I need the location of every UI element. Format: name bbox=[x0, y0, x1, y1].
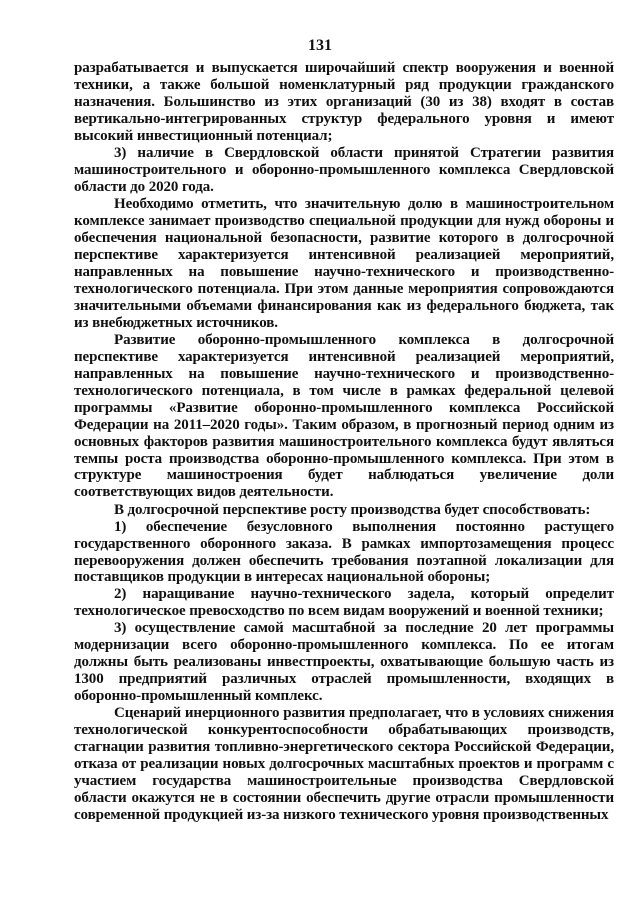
paragraph-growth-factor-1: 1) обеспечение безусловного выполнения постоянно растущего государственного оборонного заказа. В рамках импортозамещения процесс перевооружения должен обеспечить требования поэтапной локализации для поставщиков продукции в интересах национальной обороны; bbox=[74, 518, 614, 586]
paragraph-defense-development: Развитие оборонно-промышленного комплекса в долгосрочной перспективе характеризуется интенсивной реализацией мероприятий, направленных на повышение научно-технического и производственно-технологического потенциала, в том числе в рамках федеральной целевой программы «Развитие оборонно-промышленного комплекса Российской Федерации на 2011–2020 годы». Таким образом, в прогнозный период одним из основных факторов развития машиностроительного комплекса будут являться темпы роста производства оборонно-промышленного комплекса. При этом в структуре машиностроения будет наблюдаться увеличение доли соответствующих видов деятельности. bbox=[74, 331, 614, 501]
paragraph-inertial-scenario: Сценарий инерционного развития предполагает, что в условиях снижения технологической конкурентоспособности обрабатывающих производств, стагнации развития топливно-энергетического сектора Российской Федерации, отказа от реализации новых долгосрочных масштабных проектов и программ с участием государства машиностроительные производства Свердловской области окажутся не в состоянии обеспечить другие отрасли промышленности современной продукцией из-за низкого технического уровня производственных bbox=[74, 705, 614, 824]
paragraph-growth-factors-intro: В долгосрочной перспективе росту производства будет способствовать: bbox=[114, 501, 591, 518]
document-body bbox=[74, 60, 614, 824]
paragraph-strategy-item: 3) наличие в Свердловской области принятой Стратегии развития машиностроительного и оборонно-промышленного комплекса Свердловской области до 2020 года. bbox=[74, 144, 614, 195]
paragraph-continuation: разрабатывается и выпускается широчайший спектр вооружения и военной техники, а также большой номенклатурный ряд продукции гражданского назначения. Большинство из этих организаций (30 из 38) входят в состав вертикально-интегрированных структур федерального уровня и имеют высокий инвестиционный потенциал; bbox=[74, 60, 614, 144]
paragraph-growth-factor-3: 3) осуществление самой масштабной за последние 20 лет программы модернизации всего оборонно-промышленного комплекса. По ее итогам должны быть реализованы инвестпроекты, охватывающие большую часть из 1300 предприятий различных отраслей промышленности, входящих в оборонно-промышленный комплекс. bbox=[74, 620, 614, 705]
paragraph-growth-factor-2: 2) наращивание научно-технического задела, который определит технологическое превосходство по всем видам вооружений и военной техники; bbox=[74, 586, 614, 620]
paragraph-special-production: Необходимо отметить, что значительную долю в машиностроительном комплексе занимает производство специальной продукции для нужд обороны и обеспечения национальной безопасности, развитие которого в долгосрочной перспективе характеризуется интенсивной реализацией мероприятий, направленных на повышение научно-технического и производственно-технологического потенциала. При этом данные мероприятия сопровождаются значительными объемами финансирования как из федерального бюджета, так из внебюджетных источников. bbox=[74, 195, 614, 331]
page-number: 131 bbox=[308, 37, 332, 54]
